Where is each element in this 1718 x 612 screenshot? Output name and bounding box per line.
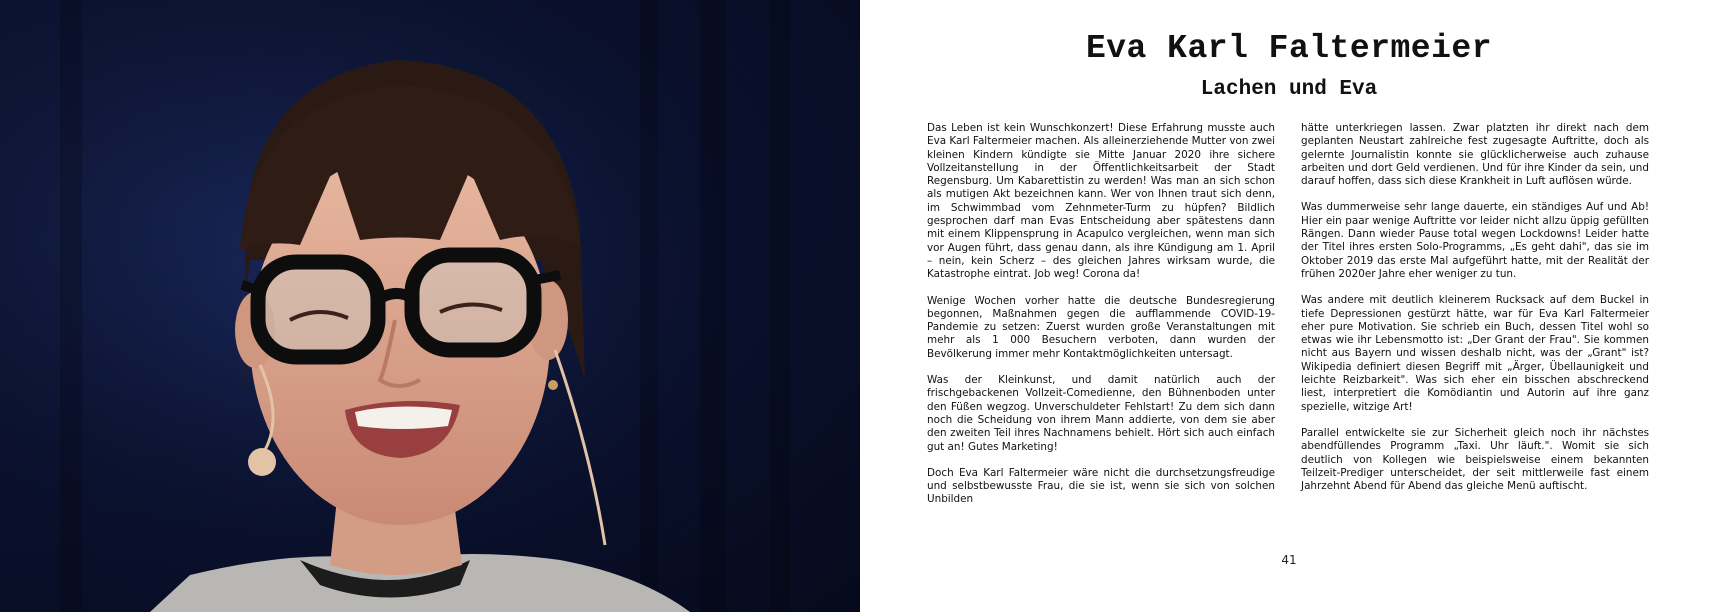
article-page [860, 0, 1718, 612]
paragraph: Wenige Wochen vorher hatte die deutsche Bundesregierung begonnen, Maßnahmen gegen die aufflammende COVID-19-Pandemie zu setzen: Zuerst wurden große Veranstaltungen mit mehr als 1 000 Besuchern verboten, dann wurden der Bevölkerung immer mehr Kontaktmöglichkeiten untersagt. [927, 294, 1275, 360]
paragraph: Was dummerweise sehr lange dauerte, ein ständiges Auf und Ab! Hier ein paar wenige Auftritte vor leider nicht allzu üppig gefüllten Rängen. Dann wieder Pause total wegen Lockdowns! Leider hatte der Titel ihres ersten Solo-Programms, „Es geht dahi", das sie im Oktober 2019 das erste Mal aufgeführt hatte, mit der Realität der frühen 2020er Jahre eher weniger zu tun. [1301, 201, 1649, 280]
paragraph: Doch Eva Karl Faltermeier wäre nicht die durchsetzungsfreudige und selbstbewusste Frau, die sie ist, wenn sie sich von solchen Unbilden [927, 466, 1275, 506]
left-text-column [927, 122, 1275, 520]
paragraph: hätte unterkriegen lassen. Zwar platzten ihr direkt nach dem geplanten Neustart zahlreiche fest zugesagte Auftritte, doch als gelernte Journalistin konnte sie glücklicherweise auch zuhause arbeiten und dort Geld verdienen. Und für ihre Kinder da sein, und darauf hoffen, dass sich diese Krankheit in Luft auflösen würde. [1301, 122, 1649, 188]
paragraph: Was andere mit deutlich kleinerem Rucksack auf dem Buckel in tiefe Depressionen gestürzt hätte, war für Eva Karl Faltermeier eher pure Motivation. Sie schrieb ein Buch, dessen Titel wohl so etwas wie ihr Lebensmotto ist: „Der Grant der Frau". Sie kommen nicht aus Bayern und wissen deshalb nicht, was der „Grant" ist? Wikipedia definiert diesen Begriff mit „Ärger, Übellaunigkeit und leichte Reizbarkeit". Was sich eher ein bisschen abschreckend liest, interpretiert die Komödiantin und Autorin auf ihre ganz spezielle, witzige Art! [1301, 294, 1649, 413]
page-number: 41 [1281, 553, 1297, 567]
earring [548, 380, 558, 390]
teeth [355, 406, 452, 429]
right-text-column [1301, 122, 1649, 506]
article-subtitle: Lachen und Eva [1200, 78, 1378, 101]
paragraph: Das Leben ist kein Wunschkonzert! Diese Erfahrung musste auch Eva Karl Faltermeier machen. Als alleinerziehende Mutter von zwei kleinen Kindern kündigte sie Mitte Januar 2020 ihre sichere Vollzeitanstellung in der Öffentlichkeitsarbeit der Stadt Regensburg. Um Kabarettistin zu werden! Was man an sich schon als mutigen Akt bezeichnen kann. Wer von Ihnen traut sich denn, im Schwimmbad vom Zehnmeter-Turm zu hüpfen? Bildlich gesprochen darf man Evas Entscheidung aber spätestens dann mit einem Klippensprung in Acapulco vergleichen, wenn man sich vor Augen führt, dass genau dann, als ihre Kündigung am 1. April – nein, kein Scherz – des gleichen Jahres wirksam wurde, die Katastrophe eintrat. Job weg! Corona da! [927, 122, 1275, 281]
paragraph: Parallel entwickelte sie zur Sicherheit gleich noch ihr nächstes abendfüllendes Programm „Taxi. Uhr läuft.". Womit sie sich deutlich von Kollegen wie beispielsweise einem bekannten Teilzeit-Prediger unterscheidet, der seit mittlerweile fast einem Jahrzehnt Abend für Abend das gleiche Menü auftischt. [1301, 426, 1649, 493]
headset-microphone [248, 448, 276, 476]
paragraph: Was der Kleinkunst, und damit natürlich auch der frischgebackenen Vollzeit-Comedienne, den Bühnenboden unter den Füßen wegzog. Unverschuldeter Fehlstart! Zu dem sich dann noch die Scheidung von ihrem Mann addierte, von dem sie aber den zweiten Teil ihres Nachnamens behielt. Hört sich auch einfach gut an! Gutes Marketing! [927, 374, 1275, 453]
article-title: Eva Karl Faltermeier [1085, 30, 1493, 67]
